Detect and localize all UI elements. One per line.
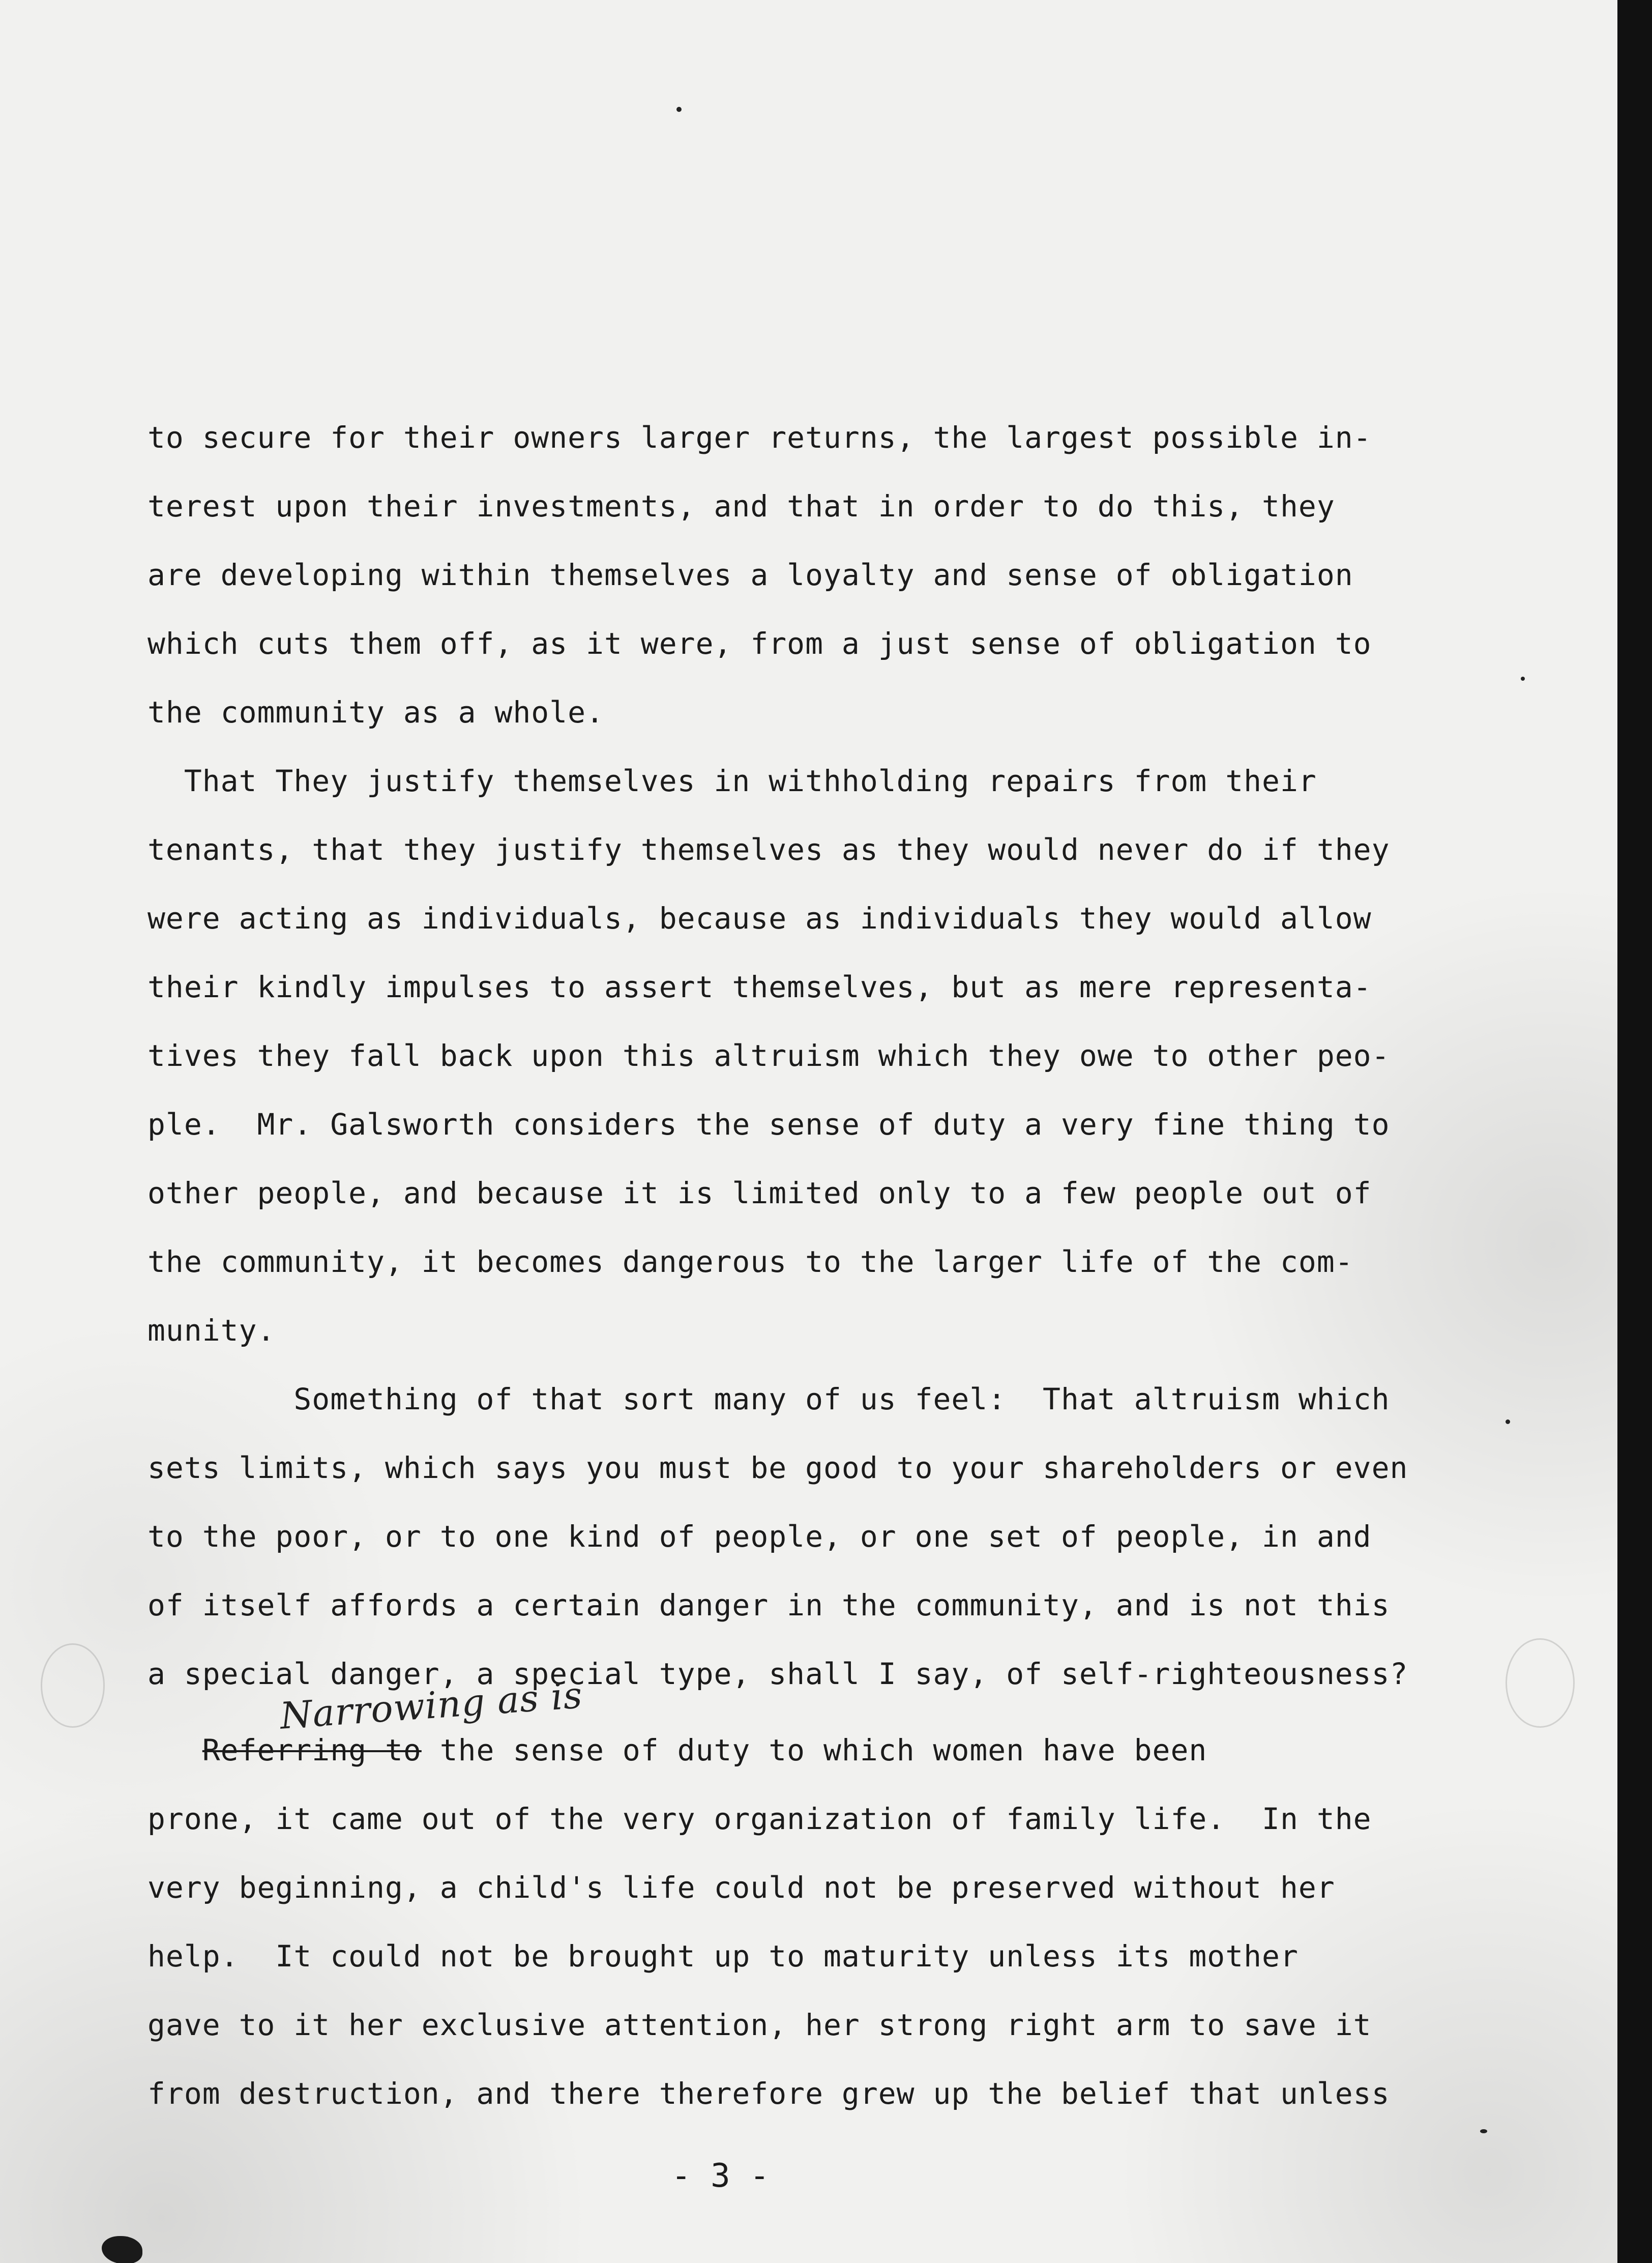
hole-punch-mark xyxy=(41,1643,105,1728)
text-line: That They justify themselves in withholding repairs from their xyxy=(148,764,1317,798)
text-line: other people, and because it is limited only to a few people out of xyxy=(148,1176,1372,1210)
scan-edge xyxy=(1617,0,1652,2263)
text-line: to secure for their owners larger returns, the largest possible in- xyxy=(148,420,1372,455)
text-line: Something of that sort many of us feel: That altruism which xyxy=(148,1382,1390,1416)
text-line: tives they fall back upon this altruism which they owe to other peo- xyxy=(148,1038,1390,1073)
text-line: munity. xyxy=(148,1313,276,1348)
text-line: terest upon their investments, and that in order to do this, they xyxy=(148,489,1335,524)
text-line: the community, it becomes dangerous to the larger life of the com- xyxy=(148,1244,1353,1279)
text-line: help. It could not be brought up to maturity unless its mother xyxy=(148,1939,1299,1974)
text-line: from destruction, and there therefore grew up the belief that unless xyxy=(148,2076,1390,2111)
speck xyxy=(676,107,682,112)
text-line: tenants, that they justify themselves as they would never do if they xyxy=(148,832,1390,867)
text-line: a special danger, a special type, shall I say, of self-righteousness? xyxy=(148,1657,1408,1691)
text-line: their kindly impulses to assert themselves, but as mere representa- xyxy=(148,970,1372,1004)
text-line: to the poor, or to one kind of people, or one set of people, in and xyxy=(148,1519,1372,1554)
hole-punch-mark xyxy=(1506,1638,1575,1728)
text-line: gave to it her exclusive attention, her strong right arm to save it xyxy=(148,2008,1372,2042)
text-line: ple. Mr. Galsworth considers the sense of duty a very fine thing to xyxy=(148,1107,1390,1142)
text-line: the community as a whole. xyxy=(148,695,604,730)
text-line: very beginning, a child's life could not be preserved without her xyxy=(148,1870,1335,1905)
page-number: - 3 - xyxy=(671,2157,770,2195)
handwritten-insertion: Narrowing as is xyxy=(278,1673,584,1737)
ink-blot xyxy=(102,2236,142,2263)
text-line: were acting as individuals, because as individuals they would allow xyxy=(148,901,1372,936)
speck xyxy=(1506,1419,1510,1424)
struck-phrase: Referring to xyxy=(202,1733,422,1767)
speck xyxy=(1480,2129,1487,2133)
text-line: of itself affords a certain danger in the community, and is not this xyxy=(148,1588,1390,1622)
text-line: are developing within themselves a loyalty and sense of obligation xyxy=(148,558,1353,592)
speck xyxy=(1521,677,1525,681)
text-line: sets limits, which says you must be good to your shareholders or even xyxy=(148,1450,1408,1485)
line-continuation: the sense of duty to which women have been xyxy=(421,1733,1207,1767)
text-line-with-strike xyxy=(148,1730,1207,1771)
text-line: which cuts them off, as it were, from a just sense of obligation to xyxy=(148,626,1372,661)
text-line: prone, it came out of the very organization of family life. In the xyxy=(148,1802,1372,1836)
